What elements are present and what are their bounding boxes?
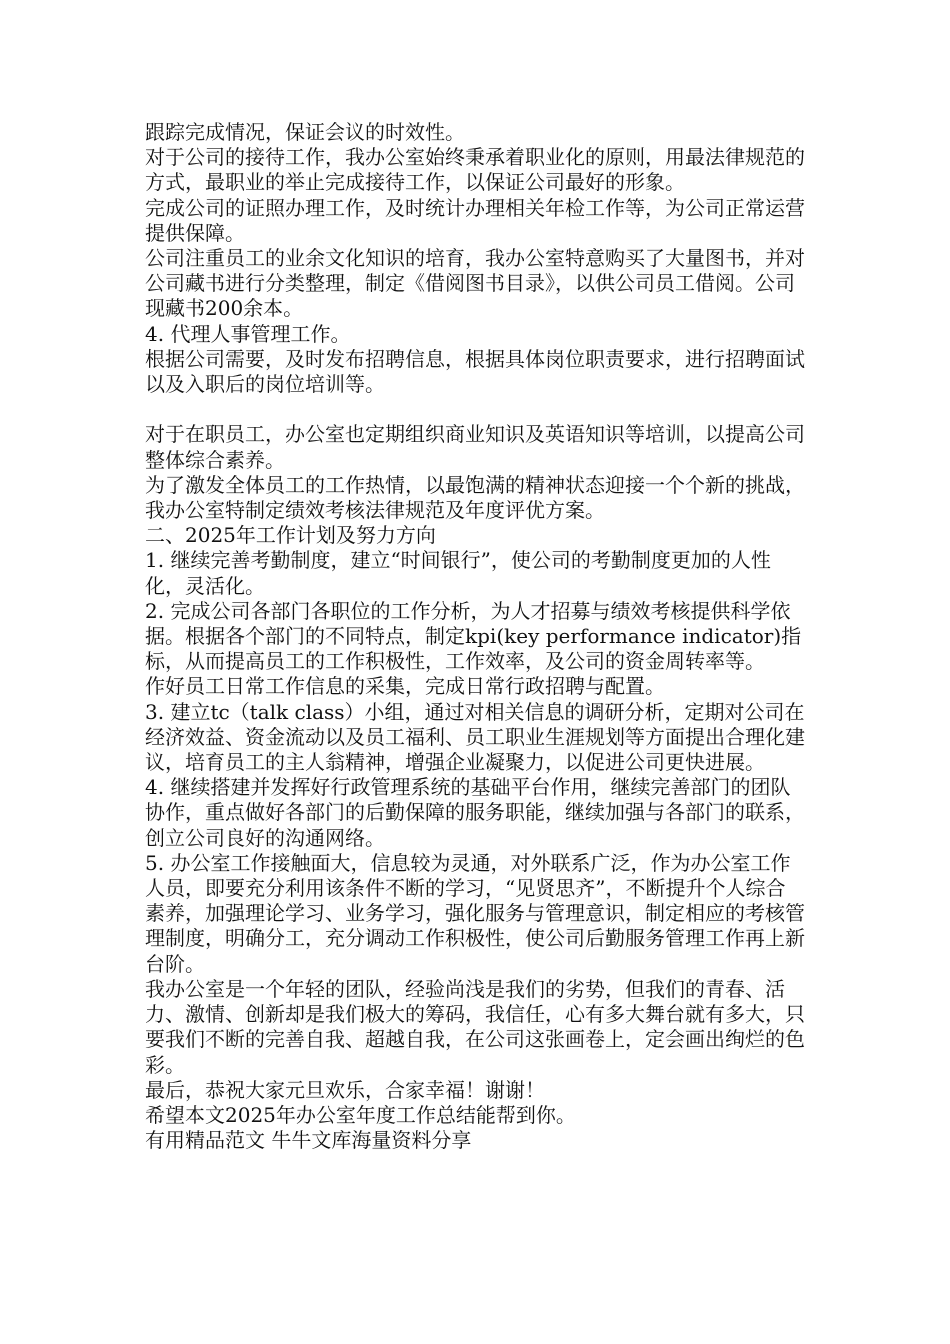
blank-line	[145, 397, 805, 422]
paragraph-plan-3: 3. 建立tc（talk class）小组，通过对相关信息的调研分析，定期对公司在经济效益、资金流动以及员工福利、员工职业生涯规划等方面提出合理化建议，培育员工的主人翁精神，增强企业凝聚力，以促进公司更快进展。	[145, 699, 805, 775]
paragraph-meeting-tracking: 跟踪完成情况，保证会议的时效性。	[145, 120, 465, 144]
paragraph-hope: 希望本文2025年办公室年度工作总结能帮到你。	[145, 1102, 576, 1127]
section-heading-plan: 二、2025年工作计划及努力方向	[145, 523, 436, 548]
paragraph-plan-5: 5. 办公室工作接触面大，信息较为灵通，对外联系广泛，作为办公室工作人员，即要充分利用该条件不断的学习，“见贤思齐”，不断提升个人综合素养，加强理论学习、业务学习，强化服务与管理意识，制定相应的考核管理制度，明确分工，充分调动工作积极性，使公司后勤服务管理工作再上新台阶。	[145, 850, 805, 976]
paragraph-recruiting: 根据公司需要，及时发布招聘信息，根据具体岗位职责要求，进行招聘面试以及入职后的岗位培训等。	[145, 346, 805, 397]
paragraph-closing: 最后，恭祝大家元旦欢乐，合家幸福！谢谢！	[145, 1077, 545, 1102]
paragraph-reception: 对于公司的接待工作，我办公室始终秉承着职业化的原则，用最法律规范的方式，最职业的举止完成接待工作，以保证公司最好的形象。	[145, 145, 805, 195]
paragraph-training: 对于在职员工，办公室也定期组织商业知识及英语知识等培训，以提高公司整体综合素养。	[145, 422, 805, 472]
paragraph-performance: 为了激发全体员工的工作热情，以最饱满的精神状态迎接一个个新的挑战，我办公室特制定绩效考核法律规范及年度评优方案。	[145, 472, 805, 523]
paragraph-plan-4: 4. 继续搭建并发挥好行政管理系统的基础平台作用，继续完善部门的团队协作，重点做好各部门的后勤保障的服务职能，继续加强与各部门的联系，创立公司良好的沟通网络。	[145, 775, 805, 850]
paragraph-library: 公司注重员工的业余文化知识的培育，我办公室特意购买了大量图书，并对公司藏书进行分类整理，制定《借阅图书目录》，以供公司员工借阅。公司现藏书200余本。	[145, 246, 805, 321]
paragraph-licenses: 完成公司的证照办理工作，及时统计办理相关年检工作等，为公司正常运营提供保障。	[145, 195, 805, 245]
paragraph-footer-note: 有用精品范文 牛牛文库海量资料分享	[145, 1128, 472, 1153]
paragraph-hr-heading: 4. 代理人事管理工作。	[145, 321, 351, 346]
paragraph-team: 我办公室是一个年轻的团队，经验尚浅是我们的劣势，但我们的青春、活力、激情、创新却是我们极大的筹码，我信任，心有多大舞台就有多大，只要我们不断的完善自我、超越自我，在公司这张画卷上，定会画出绚烂的色彩。	[145, 976, 805, 1077]
paragraph-plan-2: 2. 完成公司各部门各职位的工作分析，为人才招募与绩效考核提供科学依据。根据各个部门的不同特点，制定kpi(key performance indicator)指标，从而提高员工的工作积极性，工作效率，及公司的资金周转率等。	[145, 598, 802, 674]
paragraph-info-collection: 作好员工日常工作信息的采集，完成日常行政招聘与配置。	[145, 674, 665, 699]
document-body	[145, 120, 805, 1153]
paragraph-plan-1: 1. 继续完善考勤制度，建立“时间银行”，使公司的考勤制度更加的人性化，灵活化。	[145, 548, 771, 598]
